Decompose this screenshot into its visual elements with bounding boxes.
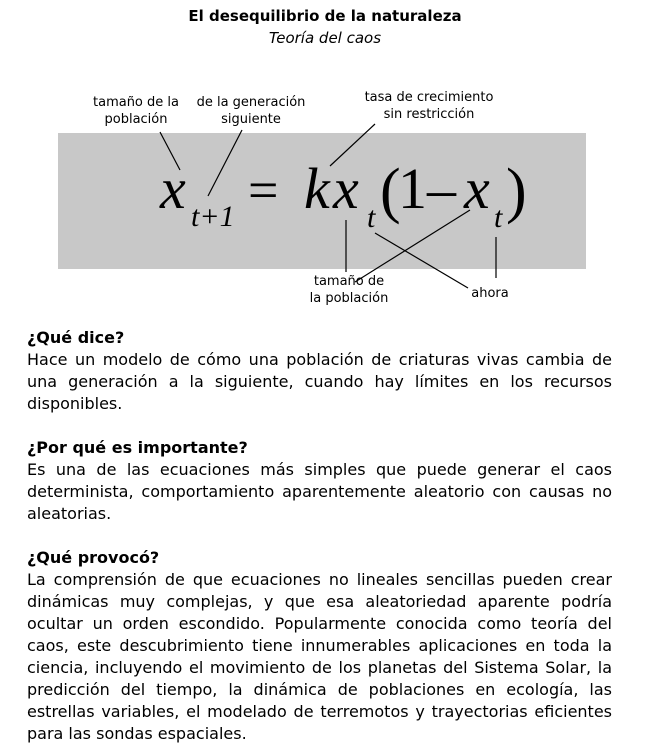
section-heading: ¿Por qué es importante?	[27, 438, 248, 457]
section-heading: ¿Qué dice?	[27, 328, 125, 347]
section-body: Es una de las ecuaciones más simples que puede generar el caos determinista, comportamiento aparentemente aleatorio con causas no aleatorias.	[27, 460, 612, 523]
label-growth-rate-line1: tasa de crecimiento	[364, 90, 494, 105]
formula-close-paren: )	[506, 157, 527, 225]
formula-k: k	[304, 156, 330, 221]
label-next-generation-line2: siguiente	[221, 112, 281, 127]
label-next-generation-line1: de la generación	[196, 95, 306, 110]
section-what-it-says	[27, 327, 612, 415]
formula-open-paren: (	[380, 157, 401, 225]
formula-subscript-t-second: t	[494, 201, 503, 234]
section-what-it-caused	[27, 547, 612, 745]
section-body: Hace un modelo de cómo una población de criaturas vivas cambia de una generación a la siguiente, cuando hay límites en los recursos disponibles.	[27, 350, 612, 413]
formula-x-next: x	[160, 156, 186, 221]
logistic-map-formula-figure	[0, 0, 650, 320]
formula-minus: –	[427, 156, 456, 221]
section-heading: ¿Qué provocó?	[27, 548, 160, 567]
page-subtitle: Teoría del caos	[268, 29, 382, 47]
formula-equals: =	[248, 160, 279, 220]
label-population-size-bottom-line1: tamaño de	[313, 274, 385, 289]
page-title: El desequilibrio de la naturaleza	[188, 7, 462, 25]
section-body: La comprensión de que ecuaciones no lineales sencillas pueden crear dinámicas muy complejas, y que esa aleatoriedad aparente podría ocultar un orden escondido. Popularmente conocida como teoría del caos, este descubrimiento tiene innumerables aplicaciones en toda la ciencia, incluyendo el movimiento de los planetas del Sistema Solar, la predicción del tiempo, la dinámica de poblaciones en ecología, las estrellas variables, el modelado de terremotos y trayectorias eficientes para las sondas espaciales.	[27, 570, 612, 743]
formula-x-current: x	[333, 156, 359, 221]
formula-one: 1	[398, 156, 427, 221]
section-why-important	[27, 437, 612, 525]
label-population-size-line1: tamaño de la	[93, 95, 179, 110]
formula-x-inside: x	[464, 156, 490, 221]
label-population-size-line2: población	[104, 112, 168, 127]
label-now: ahora	[471, 286, 509, 301]
label-population-size-bottom-line2: la población	[309, 291, 389, 306]
formula-subscript-t-plus-1: t+1	[191, 200, 235, 233]
formula-subscript-t-first: t	[367, 201, 376, 234]
label-growth-rate-line2: sin restricción	[383, 107, 475, 122]
